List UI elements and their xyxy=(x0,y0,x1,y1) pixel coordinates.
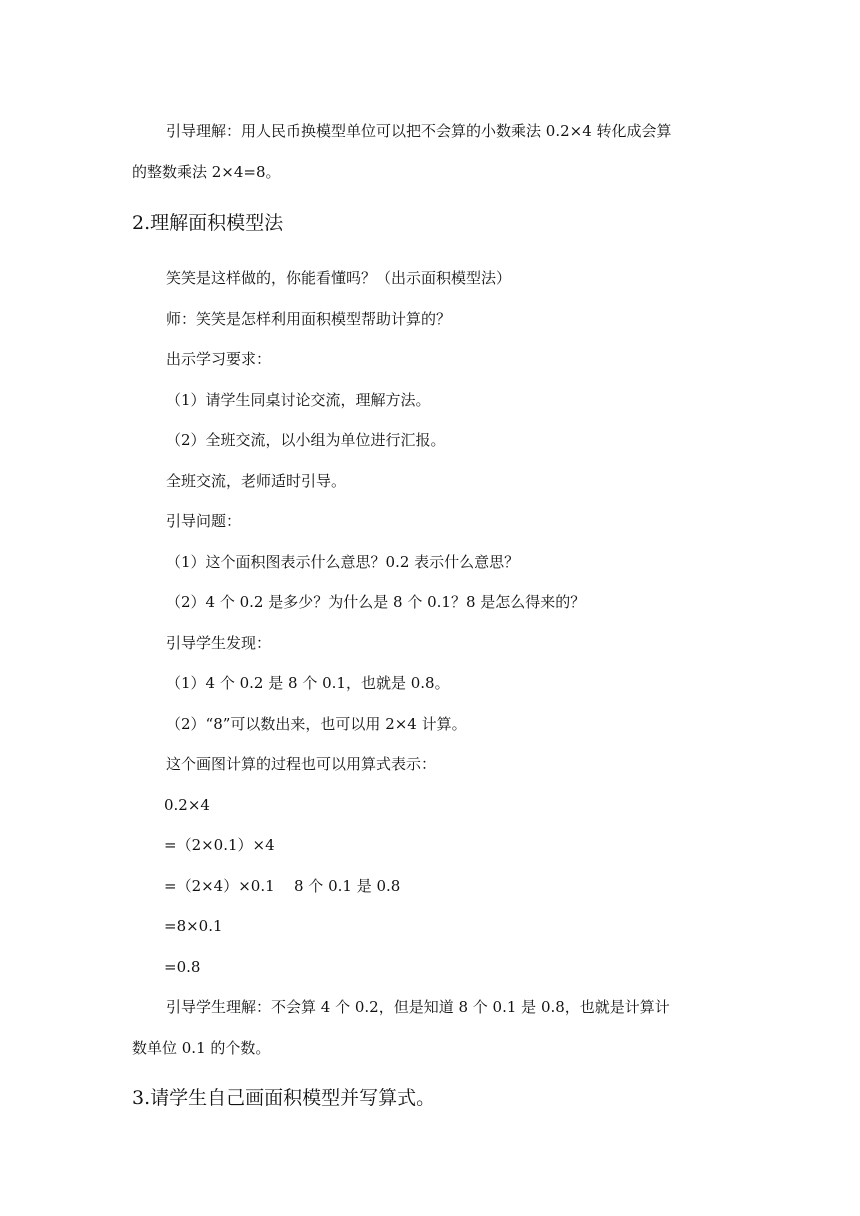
intro-paragraph-line-1: 引导理解：用人民币换模型单位可以把不会算的小数乘法 0.2×4 转化成会算 xyxy=(166,122,672,140)
summary-paragraph-line-2: 数单位 0.1 的个数。 xyxy=(132,1039,271,1057)
guiding-question-2: （2）4 个 0.2 是多少？为什么是 8 个 0.1？8 是怎么得来的？ xyxy=(166,593,586,611)
paragraph-show-area-model: 笑笑是这样做的，你能看懂吗？（出示面积模型法） xyxy=(166,269,512,287)
intro-paragraph-line-2: 的整数乘法 2×4=8。 xyxy=(132,163,281,181)
guiding-question-1: （1）这个面积图表示什么意思？0.2 表示什么意思？ xyxy=(166,553,520,571)
discovery-label: 引导学生发现： xyxy=(166,634,272,652)
learning-requirements-label: 出示学习要求： xyxy=(166,350,272,368)
requirement-1: （1）请学生同桌讨论交流，理解方法。 xyxy=(166,391,431,409)
calculation-note: 8 个 0.1 是 0.8 xyxy=(294,877,401,895)
discovery-1: （1）4 个 0.2 是 8 个 0.1，也就是 0.8。 xyxy=(166,674,450,692)
section-3-heading: 3.请学生自己画面积模型并写算式。 xyxy=(132,1087,436,1109)
calculation-step-3: =（2×4）×0.1 xyxy=(164,877,275,895)
section-2-heading: 2.理解面积模型法 xyxy=(132,212,284,234)
calculation-step-4: =8×0.1 xyxy=(164,917,223,935)
calculation-step-5: =0.8 xyxy=(164,958,201,976)
calculation-step-1: 0.2×4 xyxy=(164,796,210,814)
guiding-questions-label: 引导问题： xyxy=(166,512,242,530)
teacher-question: 师：笑笑是怎样利用面积模型帮助计算的？ xyxy=(166,310,452,328)
class-discussion-text: 全班交流，老师适时引导。 xyxy=(166,472,347,490)
requirement-2: （2）全班交流，以小组为单位进行汇报。 xyxy=(166,431,446,449)
calculation-step-2: =（2×0.1）×4 xyxy=(164,836,275,854)
discovery-2: （2）“8”可以数出来，也可以用 2×4 计算。 xyxy=(166,715,467,733)
formula-intro: 这个画图计算的过程也可以用算式表示： xyxy=(166,755,437,773)
summary-paragraph-line-1: 引导学生理解：不会算 4 个 0.2，但是知道 8 个 0.1 是 0.8，也就是计算计 xyxy=(166,998,670,1016)
